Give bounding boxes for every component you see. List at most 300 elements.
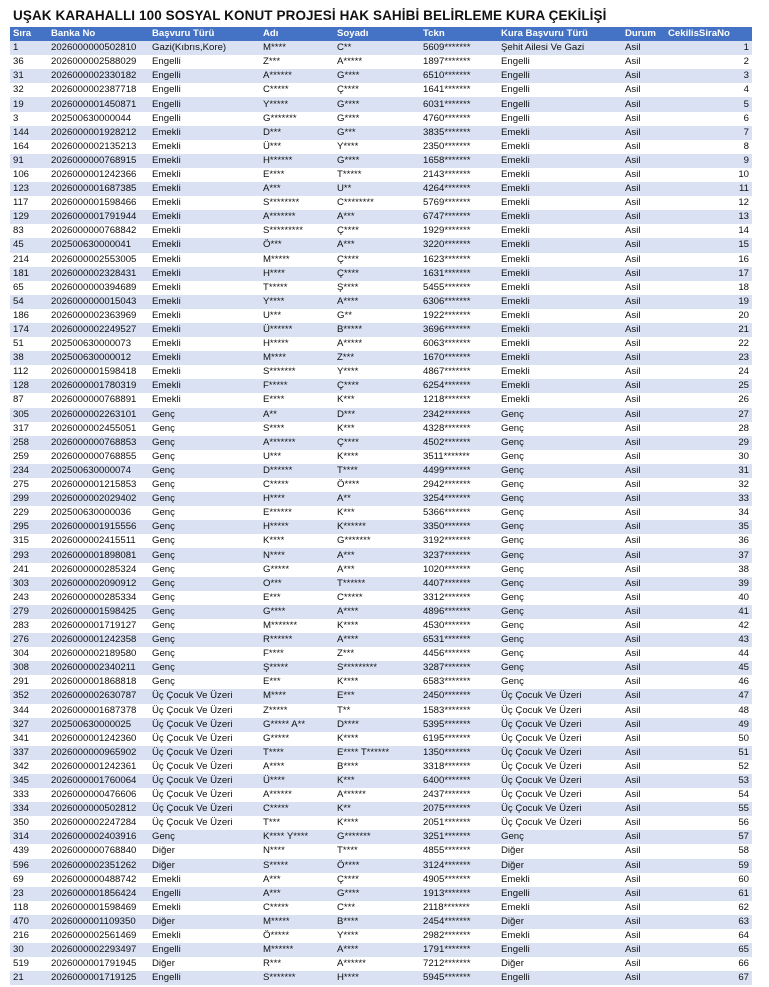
col-banka-no-cell: 2026000001856424 (48, 887, 149, 901)
col-soyadi-cell: H**** (334, 971, 420, 985)
table-row (10, 337, 752, 351)
table-row (10, 408, 752, 422)
col-sira-cell: 341 (10, 732, 48, 746)
col-banka-no-cell: 2026000000965902 (48, 746, 149, 760)
table-row (10, 238, 752, 252)
col-tckn-cell: 4502******* (420, 436, 498, 450)
col-banka-no-cell: 2026000000768915 (48, 154, 149, 168)
col-basvuru-turu-cell: Engelli (149, 887, 260, 901)
col-cekilis-sira-no-cell: 66 (665, 957, 752, 971)
col-cekilis-sira-no-cell: 32 (665, 478, 752, 492)
col-durum-cell: Asil (622, 112, 665, 126)
col-soyadi-cell: Y**** (334, 140, 420, 154)
col-basvuru-turu-cell: Emekli (149, 323, 260, 337)
table-row (10, 591, 752, 605)
col-cekilis-sira-no-cell: 67 (665, 971, 752, 985)
table-row (10, 760, 752, 774)
col-kura-basvuru-turu-cell: Emekli (498, 196, 622, 210)
col-basvuru-turu-cell: Gazi(Kıbrıs,Kore) (149, 41, 260, 55)
col-cekilis-sira-no-cell: 6 (665, 112, 752, 126)
table-row (10, 450, 752, 464)
col-basvuru-turu-cell: Genç (149, 436, 260, 450)
col-soyadi-header: Soyadı (334, 27, 420, 41)
col-basvuru-turu-cell: Üç Çocuk Ve Üzeri (149, 788, 260, 802)
col-durum-cell: Asil (622, 577, 665, 591)
col-basvuru-turu-cell: Genç (149, 422, 260, 436)
col-banka-no-cell: 2026000002328431 (48, 267, 149, 281)
col-sira-cell: 241 (10, 563, 48, 577)
col-tckn-cell: 4407******* (420, 577, 498, 591)
col-tckn-cell: 6747******* (420, 210, 498, 224)
col-tckn-cell: 6531******* (420, 633, 498, 647)
col-tckn-cell: 5395******* (420, 718, 498, 732)
col-durum-cell: Asil (622, 774, 665, 788)
col-sira-cell: 470 (10, 915, 48, 929)
col-sira-cell: 45 (10, 238, 48, 252)
col-banka-no-cell: 2026000000502812 (48, 802, 149, 816)
col-kura-basvuru-turu-cell: Engelli (498, 943, 622, 957)
col-banka-no-header: Banka No (48, 27, 149, 41)
col-soyadi-cell: B**** (334, 760, 420, 774)
col-cekilis-sira-no-cell: 7 (665, 126, 752, 140)
col-tckn-cell: 2118******* (420, 901, 498, 915)
col-banka-no-cell: 2026000002189580 (48, 647, 149, 661)
table-row (10, 196, 752, 210)
col-adi-cell: A*** (260, 887, 334, 901)
col-soyadi-cell: G** (334, 309, 420, 323)
table-row (10, 718, 752, 732)
col-kura-basvuru-turu-cell: Genç (498, 548, 622, 562)
col-adi-cell: U*** (260, 309, 334, 323)
col-basvuru-turu-cell: Emekli (149, 901, 260, 915)
col-tckn-cell: 3124******* (420, 859, 498, 873)
col-cekilis-sira-no-cell: 13 (665, 210, 752, 224)
col-durum-cell: Asil (622, 238, 665, 252)
col-cekilis-sira-no-cell: 24 (665, 365, 752, 379)
col-kura-basvuru-turu-cell: Emekli (498, 140, 622, 154)
col-kura-basvuru-turu-cell: Emekli (498, 154, 622, 168)
col-basvuru-turu-cell: Emekli (149, 182, 260, 196)
col-tckn-cell: 1897******* (420, 55, 498, 69)
col-cekilis-sira-no-cell: 36 (665, 534, 752, 548)
col-banka-no-cell: 2026000001109350 (48, 915, 149, 929)
col-kura-basvuru-turu-cell: Emekli (498, 168, 622, 182)
col-banka-no-cell: 202500630000012 (48, 351, 149, 365)
table-row (10, 182, 752, 196)
col-banka-no-cell: 202500630000041 (48, 238, 149, 252)
col-kura-basvuru-turu-cell: Emekli (498, 295, 622, 309)
col-kura-basvuru-turu-header: Kura Başvuru Türü (498, 27, 622, 41)
col-durum-cell: Asil (622, 83, 665, 97)
col-kura-basvuru-turu-cell: Emekli (498, 365, 622, 379)
col-kura-basvuru-turu-cell: Emekli (498, 210, 622, 224)
table-row (10, 802, 752, 816)
col-durum-cell: Asil (622, 492, 665, 506)
col-sira-cell: 596 (10, 859, 48, 873)
col-sira-cell: 123 (10, 182, 48, 196)
col-soyadi-cell: Ö**** (334, 478, 420, 492)
col-basvuru-turu-cell: Diğer (149, 957, 260, 971)
col-banka-no-cell: 2026000002403916 (48, 830, 149, 844)
col-tckn-cell: 3318******* (420, 760, 498, 774)
col-soyadi-cell: A**** (334, 605, 420, 619)
col-adi-cell: U*** (260, 450, 334, 464)
col-adi-cell: Z***** (260, 704, 334, 718)
col-basvuru-turu-cell: Üç Çocuk Ve Üzeri (149, 802, 260, 816)
col-soyadi-cell: C*** (334, 901, 420, 915)
col-basvuru-turu-cell: Genç (149, 647, 260, 661)
col-sira-cell: 69 (10, 873, 48, 887)
col-adi-cell: Ü****** (260, 323, 334, 337)
col-tckn-cell: 6306******* (420, 295, 498, 309)
table-row (10, 689, 752, 703)
col-kura-basvuru-turu-cell: Genç (498, 506, 622, 520)
col-adi-cell: H***** (260, 337, 334, 351)
col-cekilis-sira-no-cell: 17 (665, 267, 752, 281)
col-banka-no-cell: 2026000002415511 (48, 534, 149, 548)
col-soyadi-cell: T**** (334, 844, 420, 858)
table-row (10, 112, 752, 126)
col-soyadi-cell: K*** (334, 393, 420, 407)
col-cekilis-sira-no-cell: 8 (665, 140, 752, 154)
col-banka-no-cell: 2026000002135213 (48, 140, 149, 154)
col-sira-cell: 315 (10, 534, 48, 548)
col-cekilis-sira-no-cell: 41 (665, 605, 752, 619)
col-cekilis-sira-no-cell: 54 (665, 788, 752, 802)
col-durum-cell: Asil (622, 873, 665, 887)
table-header (10, 27, 752, 41)
table-row (10, 281, 752, 295)
col-tckn-cell: 3220******* (420, 238, 498, 252)
col-basvuru-turu-cell: Genç (149, 520, 260, 534)
col-soyadi-cell: K**** (334, 675, 420, 689)
col-durum-cell: Asil (622, 337, 665, 351)
col-soyadi-cell: A** (334, 492, 420, 506)
col-banka-no-cell: 2026000002553005 (48, 253, 149, 267)
col-basvuru-turu-cell: Engelli (149, 55, 260, 69)
col-durum-cell: Asil (622, 647, 665, 661)
col-tckn-cell: 2942******* (420, 478, 498, 492)
col-adi-cell: N**** (260, 844, 334, 858)
col-soyadi-cell: G**** (334, 887, 420, 901)
col-durum-cell: Asil (622, 224, 665, 238)
col-durum-cell: Asil (622, 816, 665, 830)
col-adi-cell: H**** (260, 267, 334, 281)
col-adi-cell: A******* (260, 436, 334, 450)
col-banka-no-cell: 2026000001598418 (48, 365, 149, 379)
col-tckn-cell: 2982******* (420, 929, 498, 943)
col-sira-cell: 83 (10, 224, 48, 238)
table-row (10, 661, 752, 675)
table-row (10, 915, 752, 929)
col-durum-cell: Asil (622, 464, 665, 478)
col-adi-cell: A**** (260, 760, 334, 774)
table-row (10, 971, 752, 985)
col-durum-cell: Asil (622, 563, 665, 577)
col-adi-cell: T*** (260, 816, 334, 830)
col-soyadi-cell: Ç**** (334, 436, 420, 450)
col-tckn-cell: 6254******* (420, 379, 498, 393)
table-row (10, 464, 752, 478)
table-row (10, 830, 752, 844)
col-durum-cell: Asil (622, 69, 665, 83)
table-row (10, 351, 752, 365)
col-durum-cell: Asil (622, 379, 665, 393)
col-adi-cell: M**** (260, 689, 334, 703)
col-banka-no-cell: 2026000000015043 (48, 295, 149, 309)
col-banka-no-cell: 2026000000476606 (48, 788, 149, 802)
col-tckn-cell: 4760******* (420, 112, 498, 126)
col-sira-cell: 144 (10, 126, 48, 140)
col-sira-cell: 317 (10, 422, 48, 436)
col-banka-no-cell: 2026000001687378 (48, 704, 149, 718)
col-basvuru-turu-cell: Engelli (149, 83, 260, 97)
col-adi-cell: M**** (260, 351, 334, 365)
col-soyadi-cell: K**** (334, 619, 420, 633)
table-row (10, 704, 752, 718)
col-sira-cell: 87 (10, 393, 48, 407)
col-soyadi-cell: S********* (334, 661, 420, 675)
col-adi-cell: A******* (260, 210, 334, 224)
col-banka-no-cell: 2026000000285324 (48, 563, 149, 577)
col-soyadi-cell: D**** (334, 718, 420, 732)
col-basvuru-turu-cell: Engelli (149, 943, 260, 957)
col-cekilis-sira-no-cell: 46 (665, 675, 752, 689)
col-cekilis-sira-no-cell: 27 (665, 408, 752, 422)
col-adi-cell: M******* (260, 619, 334, 633)
col-basvuru-turu-cell: Diğer (149, 859, 260, 873)
col-sira-cell: 519 (10, 957, 48, 971)
table-row (10, 816, 752, 830)
col-soyadi-cell: G**** (334, 97, 420, 111)
col-tckn-cell: 2143******* (420, 168, 498, 182)
col-adi-header: Adı (260, 27, 334, 41)
col-sira-cell: 21 (10, 971, 48, 985)
col-adi-cell: C***** (260, 802, 334, 816)
col-banka-no-cell: 2026000002293497 (48, 943, 149, 957)
col-cekilis-sira-no-cell: 64 (665, 929, 752, 943)
col-soyadi-cell: Ç**** (334, 253, 420, 267)
table-row (10, 633, 752, 647)
col-cekilis-sira-no-cell: 60 (665, 873, 752, 887)
col-cekilis-sira-no-cell: 1 (665, 41, 752, 55)
col-sira-cell: 293 (10, 548, 48, 562)
col-tckn-cell: 3251******* (420, 830, 498, 844)
col-adi-cell: Ş***** (260, 661, 334, 675)
col-durum-cell: Asil (622, 548, 665, 562)
col-sira-cell: 345 (10, 774, 48, 788)
col-adi-cell: Z*** (260, 55, 334, 69)
col-durum-cell: Asil (622, 351, 665, 365)
col-kura-basvuru-turu-cell: Emekli (498, 182, 622, 196)
col-kura-basvuru-turu-cell: Genç (498, 563, 622, 577)
col-cekilis-sira-no-cell: 18 (665, 281, 752, 295)
col-tckn-cell: 3835******* (420, 126, 498, 140)
col-banka-no-cell: 2026000000768840 (48, 844, 149, 858)
col-kura-basvuru-turu-cell: Üç Çocuk Ve Üzeri (498, 732, 622, 746)
col-durum-cell: Asil (622, 929, 665, 943)
col-adi-cell: C***** (260, 83, 334, 97)
col-basvuru-turu-cell: Emekli (149, 365, 260, 379)
col-adi-cell: H***** (260, 520, 334, 534)
col-soyadi-cell: Y**** (334, 929, 420, 943)
col-tckn-header: Tckn (420, 27, 498, 41)
col-cekilis-sira-no-cell: 52 (665, 760, 752, 774)
col-kura-basvuru-turu-cell: Engelli (498, 83, 622, 97)
table-row (10, 563, 752, 577)
col-tckn-cell: 1922******* (420, 309, 498, 323)
table-row (10, 859, 752, 873)
col-sira-cell: 65 (10, 281, 48, 295)
col-basvuru-turu-cell: Genç (149, 633, 260, 647)
col-basvuru-turu-cell: Genç (149, 478, 260, 492)
col-sira-cell: 186 (10, 309, 48, 323)
col-banka-no-cell: 2026000001215853 (48, 478, 149, 492)
col-cekilis-sira-no-cell: 34 (665, 506, 752, 520)
col-tckn-cell: 6195******* (420, 732, 498, 746)
col-tckn-cell: 1631******* (420, 267, 498, 281)
col-basvuru-turu-cell: Üç Çocuk Ve Üzeri (149, 732, 260, 746)
table-row (10, 436, 752, 450)
col-cekilis-sira-no-cell: 2 (665, 55, 752, 69)
table-row (10, 253, 752, 267)
col-cekilis-sira-no-cell: 28 (665, 422, 752, 436)
col-sira-cell: 258 (10, 436, 48, 450)
table-row (10, 393, 752, 407)
col-adi-cell: A****** (260, 69, 334, 83)
col-cekilis-sira-no-cell: 31 (665, 464, 752, 478)
col-basvuru-turu-cell: Engelli (149, 971, 260, 985)
col-tckn-cell: 5366******* (420, 506, 498, 520)
col-cekilis-sira-no-cell: 21 (665, 323, 752, 337)
col-cekilis-sira-no-cell: 63 (665, 915, 752, 929)
col-banka-no-cell: 2026000001898081 (48, 548, 149, 562)
col-tckn-cell: 1658******* (420, 154, 498, 168)
col-cekilis-sira-no-cell: 53 (665, 774, 752, 788)
col-tckn-cell: 1623******* (420, 253, 498, 267)
col-basvuru-turu-cell: Genç (149, 619, 260, 633)
col-tckn-cell: 4867******* (420, 365, 498, 379)
col-sira-cell: 3 (10, 112, 48, 126)
col-banka-no-cell: 2026000001598469 (48, 901, 149, 915)
col-sira-cell: 305 (10, 408, 48, 422)
col-soyadi-cell: Ç**** (334, 379, 420, 393)
col-adi-cell: R*** (260, 957, 334, 971)
col-kura-basvuru-turu-cell: Engelli (498, 887, 622, 901)
col-soyadi-cell: Y**** (334, 365, 420, 379)
col-basvuru-turu-cell: Üç Çocuk Ve Üzeri (149, 816, 260, 830)
col-banka-no-cell: 202500630000074 (48, 464, 149, 478)
col-banka-no-cell: 2026000002029402 (48, 492, 149, 506)
col-tckn-cell: 4896******* (420, 605, 498, 619)
col-kura-basvuru-turu-cell: Genç (498, 408, 622, 422)
col-tckn-cell: 3696******* (420, 323, 498, 337)
col-banka-no-cell: 2026000001598425 (48, 605, 149, 619)
col-durum-cell: Asil (622, 704, 665, 718)
col-kura-basvuru-turu-cell: Diğer (498, 915, 622, 929)
col-kura-basvuru-turu-cell: Üç Çocuk Ve Üzeri (498, 760, 622, 774)
col-sira-cell: 229 (10, 506, 48, 520)
table-row (10, 774, 752, 788)
col-banka-no-cell: 202500630000073 (48, 337, 149, 351)
col-sira-cell: 327 (10, 718, 48, 732)
col-banka-no-cell: 2026000002247284 (48, 816, 149, 830)
col-adi-cell: Ü*** (260, 140, 334, 154)
col-tckn-cell: 3192******* (420, 534, 498, 548)
col-soyadi-cell: A*** (334, 238, 420, 252)
col-durum-cell: Asil (622, 323, 665, 337)
col-banka-no-cell: 2026000000768855 (48, 450, 149, 464)
col-tckn-cell: 3237******* (420, 548, 498, 562)
table-row (10, 379, 752, 393)
col-durum-cell: Asil (622, 534, 665, 548)
col-banka-no-cell: 2026000001780319 (48, 379, 149, 393)
document-title: UŞAK KARAHALLI 100 SOSYAL KONUT PROJESİ HAK SAHİBİ BELİRLEME KURA ÇEKİLİŞİ (13, 8, 607, 23)
col-durum-cell: Asil (622, 182, 665, 196)
col-soyadi-cell: G**** (334, 154, 420, 168)
col-sira-cell: 275 (10, 478, 48, 492)
col-tckn-cell: 1218******* (420, 393, 498, 407)
col-basvuru-turu-cell: Genç (149, 830, 260, 844)
table-row (10, 492, 752, 506)
col-banka-no-cell: 2026000002561469 (48, 929, 149, 943)
col-kura-basvuru-turu-cell: Emekli (498, 126, 622, 140)
col-soyadi-cell: Ç**** (334, 224, 420, 238)
col-durum-cell: Asil (622, 41, 665, 55)
col-adi-cell: T**** (260, 746, 334, 760)
col-kura-basvuru-turu-cell: Emekli (498, 929, 622, 943)
col-cekilis-sira-no-cell: 12 (665, 196, 752, 210)
col-cekilis-sira-no-cell: 58 (665, 844, 752, 858)
col-tckn-cell: 2437******* (420, 788, 498, 802)
col-adi-cell: F**** (260, 647, 334, 661)
col-sira-cell: 1 (10, 41, 48, 55)
col-durum-cell: Asil (622, 971, 665, 985)
col-adi-cell: M****** (260, 943, 334, 957)
col-cekilis-sira-no-cell: 40 (665, 591, 752, 605)
col-basvuru-turu-cell: Genç (149, 563, 260, 577)
col-soyadi-cell: D*** (334, 408, 420, 422)
col-sira-cell: 333 (10, 788, 48, 802)
col-basvuru-turu-cell: Emekli (149, 351, 260, 365)
table-row (10, 69, 752, 83)
col-kura-basvuru-turu-cell: Emekli (498, 267, 622, 281)
col-kura-basvuru-turu-cell: Diğer (498, 957, 622, 971)
col-adi-cell: G******* (260, 112, 334, 126)
table-row (10, 55, 752, 69)
table-row (10, 126, 752, 140)
table-row (10, 478, 752, 492)
col-cekilis-sira-no-cell: 19 (665, 295, 752, 309)
col-soyadi-cell: A*** (334, 548, 420, 562)
col-soyadi-cell: C** (334, 41, 420, 55)
col-adi-cell: E*** (260, 675, 334, 689)
col-basvuru-turu-cell: Genç (149, 408, 260, 422)
col-kura-basvuru-turu-cell: Üç Çocuk Ve Üzeri (498, 816, 622, 830)
col-durum-cell: Asil (622, 365, 665, 379)
col-durum-cell: Asil (622, 422, 665, 436)
col-durum-cell: Asil (622, 760, 665, 774)
col-sira-cell: 23 (10, 887, 48, 901)
col-durum-cell: Asil (622, 788, 665, 802)
col-basvuru-turu-cell: Emekli (149, 154, 260, 168)
col-adi-cell: Ö***** (260, 929, 334, 943)
col-sira-cell: 291 (10, 675, 48, 689)
col-sira-cell: 164 (10, 140, 48, 154)
col-durum-cell: Asil (622, 126, 665, 140)
col-soyadi-cell: G******* (334, 534, 420, 548)
col-basvuru-turu-cell: Diğer (149, 844, 260, 858)
